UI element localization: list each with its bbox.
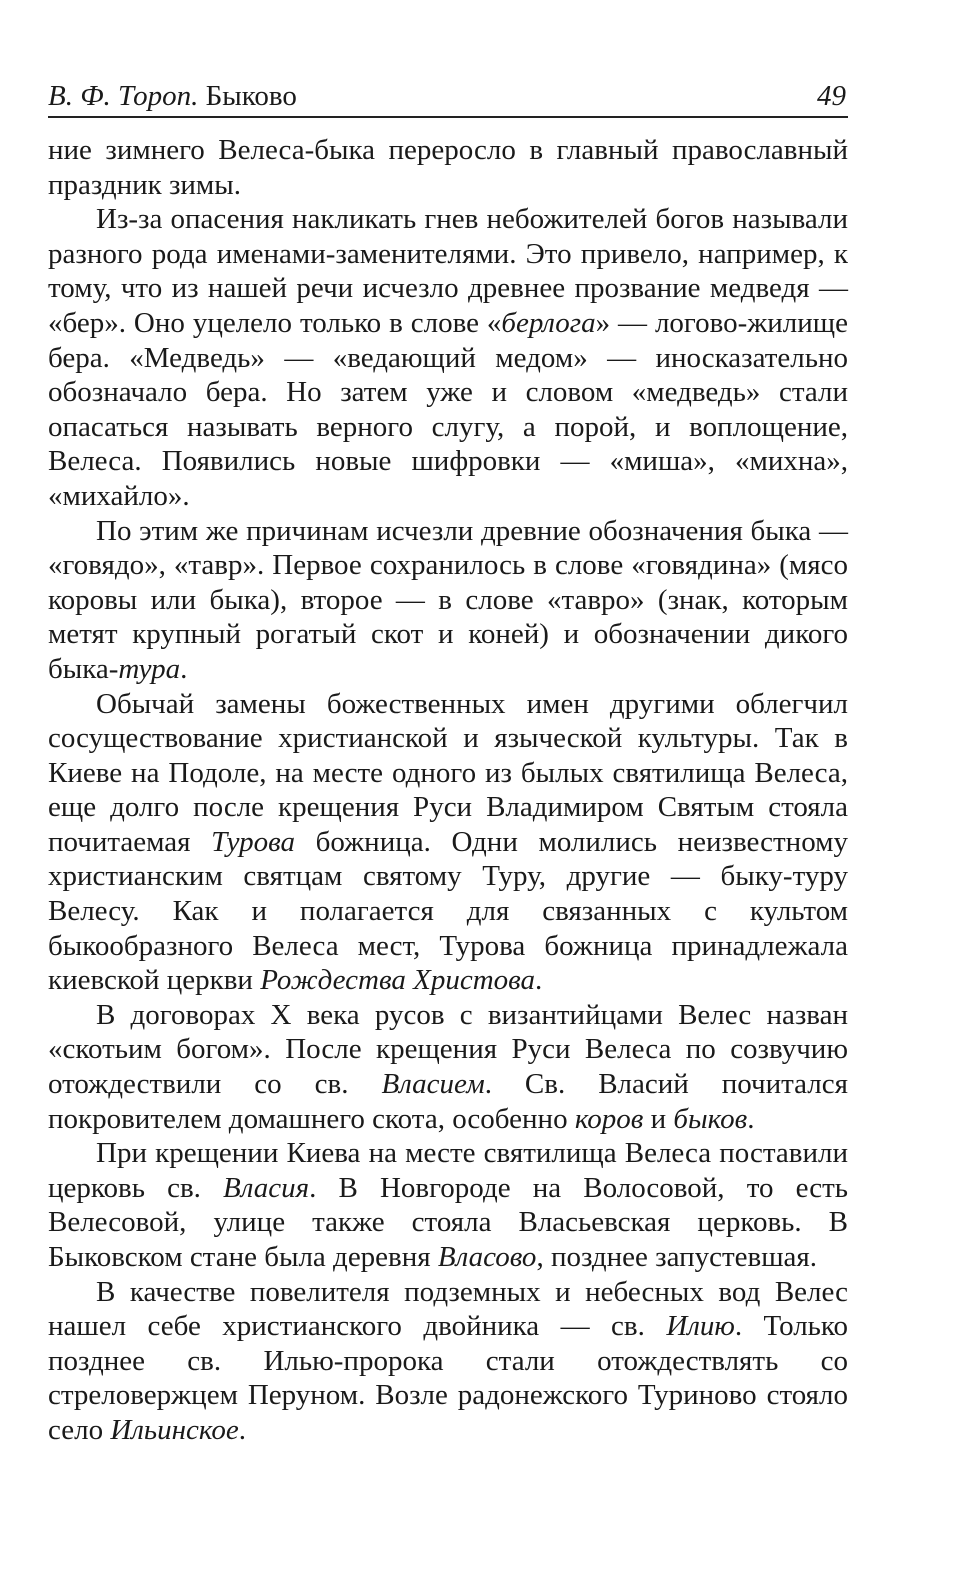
text-run: . Св. Власий почитался покровителем домашнего скота, особенно [48,1068,848,1135]
text-run: , позднее запустевшая. [536,1241,818,1273]
header-author-title [48,80,297,113]
text-run: . [238,1413,246,1446]
text-run: По этим же причинам исчезли древние обозначения быка — «говядо», «тавр». Первое сохранилось в слове «говядина» (мясо коровы или быка), второе — в слове «тавро» (знак, которым метят крупный рогатый скот и коней) и обозначении дикого быка- [48,514,848,685]
text-run: . [180,652,188,685]
text-run: При крещении Киева на месте святилища Велеса поставили церковь св. [48,1137,848,1204]
text-run: . [535,964,543,997]
italic-run: коров [574,1102,644,1135]
italic-run: Власово [437,1241,537,1273]
text-run: божница. Одни молились неизвестному христианским святцам святому Туру, другие — быку-туру Велесу. Как и полагается для связанных с культом быкообразного Велеса мест, Турова божница принадлежала киевской церкви [48,825,848,997]
italic-run: тура [118,652,181,685]
text-run: В договорах X века русов с византийцами Велес назван «скотьим богом». После крещения Руси Велеса по созвучию отождествили со св. [48,998,848,1101]
text-run: . [747,1102,755,1135]
paragraph [48,998,848,1136]
paragraph [48,1275,848,1448]
paragraph [48,202,848,513]
italic-run: Турова [211,825,295,858]
header-title: Быково [205,80,297,112]
italic-run: Илию [666,1310,735,1343]
italic-run: Ильинское [110,1413,239,1446]
paragraph [48,1136,848,1274]
text-run: и [643,1102,674,1135]
paragraph [48,133,848,202]
text-run: Обычай замены божественных имен другими облегчил сосуществование христианской и языческой культуры. Так в Киеве на Подоле, на месте одного из былых святилища Велеса, еще долго после крещения Руси Владимиром Святым стояла почитаемая [48,687,848,858]
italic-run: Власия [223,1171,310,1204]
text-run: ние зимнего Велеса-быка переросло в главный православный праздник зимы. [48,134,848,201]
paragraph [48,687,848,998]
text-run: . Только позднее св. Илью-пророка стали отождествлять со стреловержцем Перуном. Возле радонежского Туриново стояло село [48,1310,849,1446]
italic-run: берлога [501,306,596,339]
body-text [48,133,848,1448]
text-run: » — логово-жилище бера. «Медведь» — «ведающий медом» — иносказательно обозначало бера. Но затем уже и словом «медведь» стали опасаться называть верного слугу, а порой, и воплощение, Велеса. Появились новые шифровки — «миша», «михна», «михайло». [48,306,848,512]
running-header [48,76,848,118]
page-number: 49 [817,80,846,112]
italic-run: Рождества Христова [260,964,536,997]
text-run: В качестве повелителя подземных и небесных вод Велес нашел себе христианского двойника — св. [48,1275,848,1343]
italic-run: Власием [381,1068,485,1101]
text-run: . В Новгороде на Волосовой, то есть Велесовой, улице также стояла Власьевская церковь. В Быковском стане была деревня [48,1171,848,1273]
paragraph [48,514,848,687]
header-author: В. Ф. Тороп. [48,80,199,112]
italic-run: быков [673,1102,748,1135]
text-run: Из-за опасения накликать гнев небожителей богов называли разного рода именами-заменителями. Это привело, например, к тому, что из нашей речи исчезло древнее прозвание медведя — «бер». Оно уцелело только в слове « [48,203,848,339]
